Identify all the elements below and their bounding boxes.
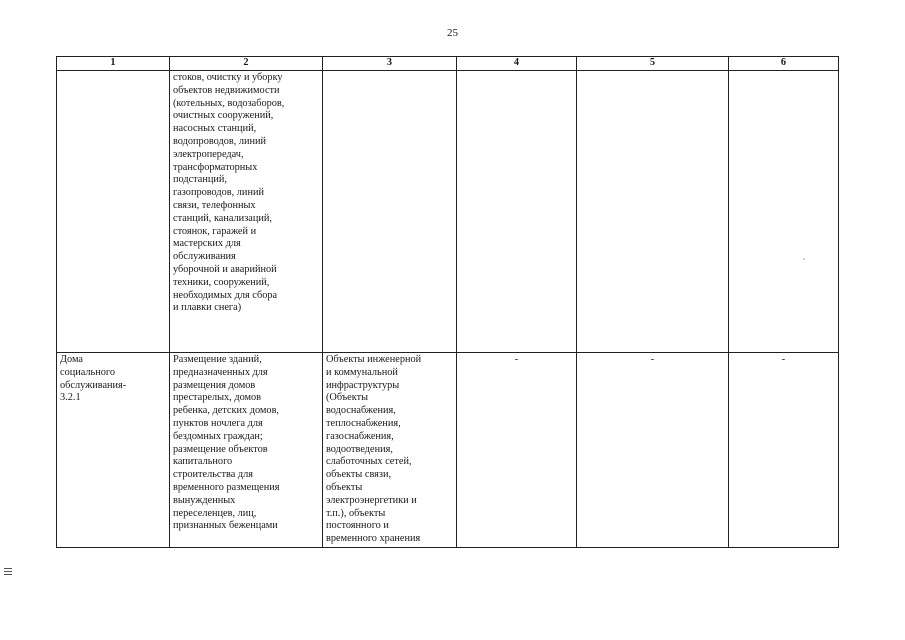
- table-cell: [57, 71, 170, 353]
- column-header-2: 2: [170, 57, 323, 71]
- table-cell: -: [457, 353, 577, 548]
- table-cell: [577, 71, 729, 353]
- table-header-row: [57, 57, 839, 71]
- table-cell: [323, 71, 457, 353]
- table-cell: [457, 71, 577, 353]
- column-header-3: 3: [323, 57, 457, 71]
- table-cell: -: [729, 353, 839, 548]
- column-header-6: 6: [729, 57, 839, 71]
- column-header-4: 4: [457, 57, 577, 71]
- table-cell: Размещение зданий, предназначенных для размещения домов престарелых, домов ребенка, детских домов, пунктов ночлега для бездомных граждан; размещение объектов капитального строительства для временного размещения вынужденных переселенцев, лиц, признанных беженцами: [170, 353, 323, 548]
- table-cell: Объекты инженерной и коммунальной инфраструктуры (Объекты водоснабжения, теплоснабжения, газоснабжения, водоотведения, слаботочных сетей, объекты связи, объекты электроэнергетики и т.п.), объекты постоянного и временного хранения: [323, 353, 457, 548]
- scan-speck: [803, 258, 805, 260]
- column-header-1: 1: [57, 57, 170, 71]
- table-row: [57, 353, 839, 548]
- land-use-table: [56, 56, 839, 548]
- page-number: 25: [447, 27, 458, 39]
- table-row: [57, 71, 839, 353]
- margin-scan-mark: [4, 568, 12, 578]
- table-cell: Дома социального обслуживания- 3.2.1: [57, 353, 170, 548]
- column-header-5: 5: [577, 57, 729, 71]
- table-cell: [729, 71, 839, 353]
- table-cell: -: [577, 353, 729, 548]
- table-cell: стоков, очистку и уборку объектов недвижимости (котельных, водозаборов, очистных сооружений, насосных станций, водопроводов, линий электропередач, трансформаторных подстанций, газопроводов, линий связи, телефонных станций, канализаций, стоянок, гаражей и мастерских для обслуживания уборочной и аварийной техники, сооружений, необходимых для сбора и плавки снега): [170, 71, 323, 353]
